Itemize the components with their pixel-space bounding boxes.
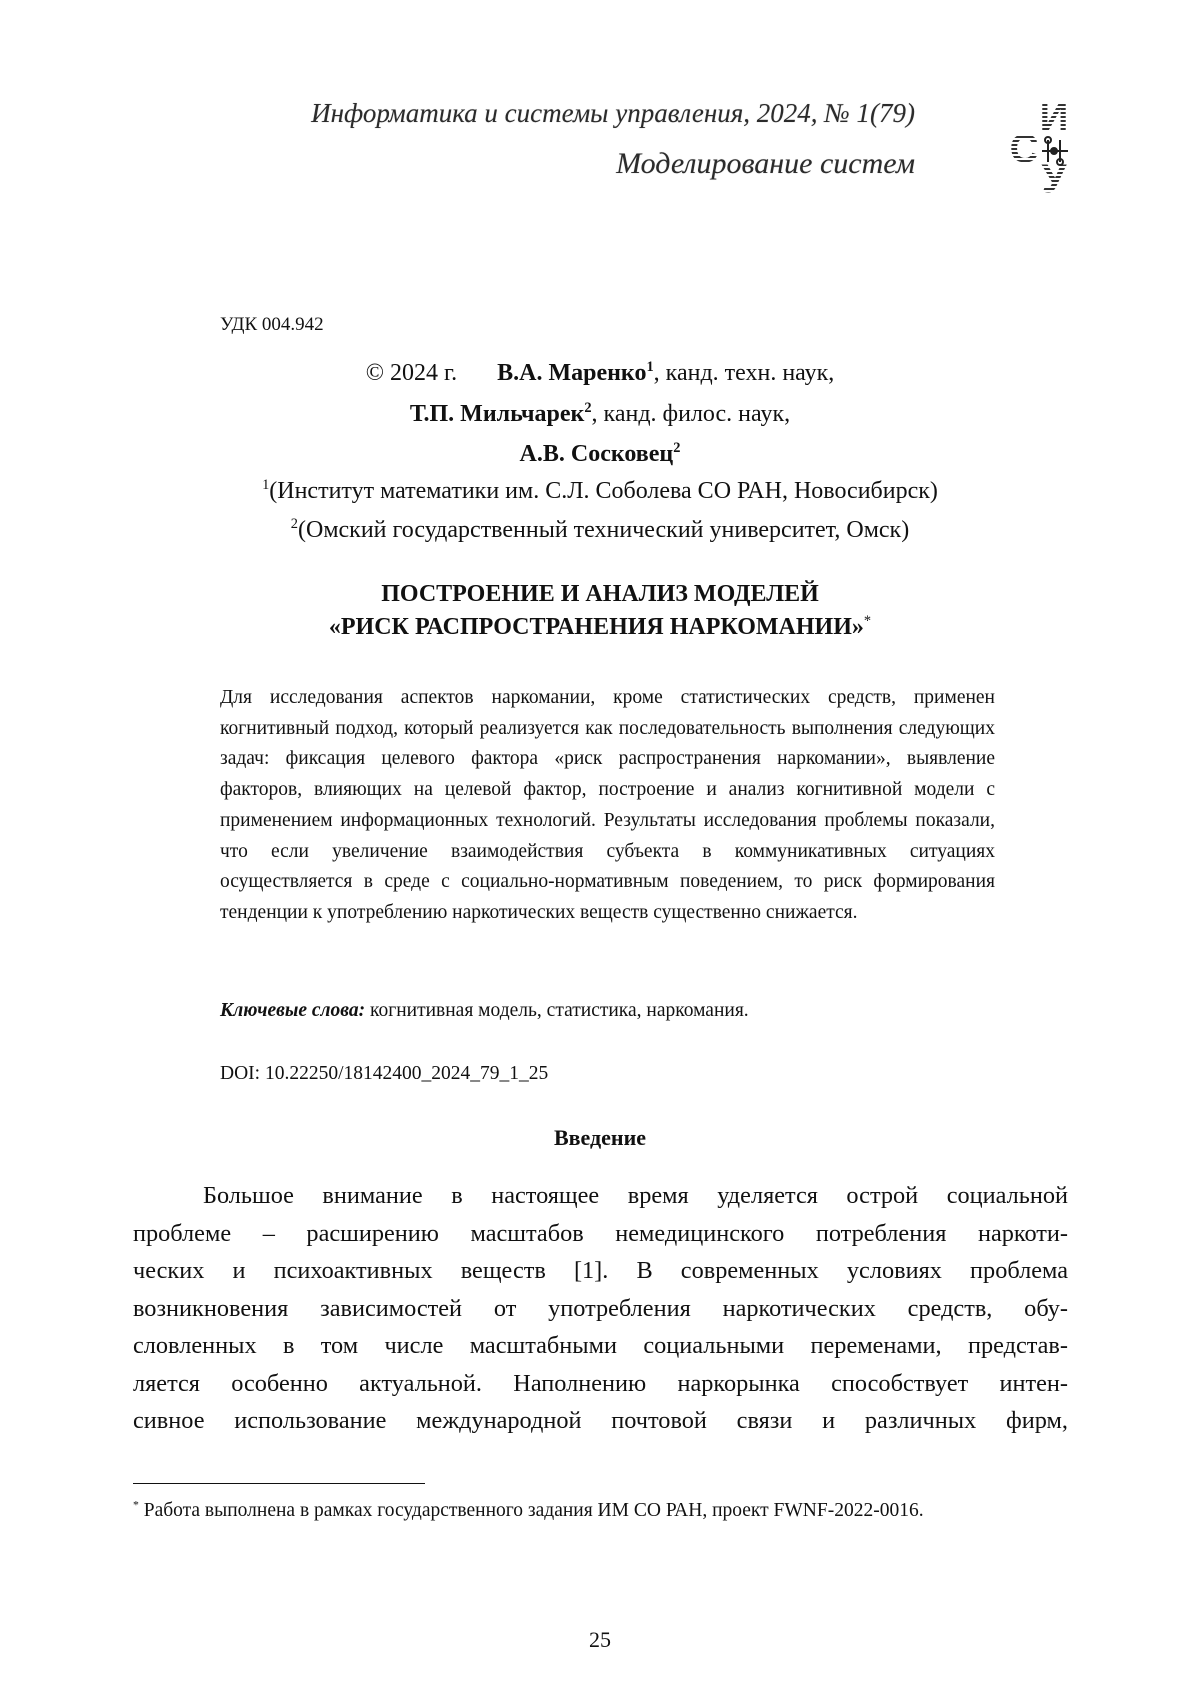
journal-title: Информатика и системы управления, 2024, № 1(79) xyxy=(311,98,915,128)
body-line: словленных в том числе масштабными социальными переменами, представ- xyxy=(133,1332,1068,1359)
author-1-sup: 1 xyxy=(646,359,654,375)
udk-code: УДК 004.942 xyxy=(220,314,324,335)
author-2-name: Т.П. Мильчарек xyxy=(409,401,585,427)
keywords xyxy=(220,1000,749,1022)
paper-title-line-1: ПОСТРОЕНИЕ И АНАЛИЗ МОДЕЛЕЙ xyxy=(381,581,819,607)
affiliation-2 xyxy=(0,517,1200,544)
author-line-1 xyxy=(0,360,1200,387)
body-line: проблеме – расширению масштабов немедицинского потребления наркоти- xyxy=(133,1219,1068,1247)
affiliation-1 xyxy=(0,478,1200,505)
svg-text:У: У xyxy=(1041,157,1067,194)
intro-body xyxy=(133,1177,1068,1440)
body-line: сивное использование международной почтовой связи и различных фирм, xyxy=(133,1407,1068,1434)
body-line: ляется особенно актуальной. Наполнению наркорынка способствует интен- xyxy=(133,1369,1068,1397)
keywords-label: Ключевые слова: xyxy=(220,1000,366,1021)
section-heading: Введение xyxy=(553,1125,647,1150)
body-line: Большое внимание в настоящее время уделяется острой социальной xyxy=(203,1182,1068,1209)
author-3-sup: 2 xyxy=(673,440,681,456)
svg-text:С: С xyxy=(1010,127,1039,171)
title-footnote-mark: * xyxy=(863,613,872,629)
keywords-value: когнитивная модель, статистика, наркомания. xyxy=(365,1000,749,1021)
paper-title-line-2 xyxy=(0,614,1200,641)
svg-text:И: И xyxy=(1039,96,1069,139)
affiliation-2-text: (Омский государственный технический университет, Омск) xyxy=(298,517,910,543)
author-1-name: В.А. Маренко xyxy=(497,360,647,386)
footnote xyxy=(133,1497,1073,1524)
author-2-sup: 2 xyxy=(584,400,592,416)
affiliation-2-sup: 2 xyxy=(290,516,298,532)
copyright: © 2024 г. xyxy=(365,360,458,386)
page-number: 25 xyxy=(589,1627,611,1652)
author-line-3 xyxy=(0,441,1200,468)
footnote-divider xyxy=(133,1483,425,1484)
body-line: ческих и психоактивных веществ [1]. В современных условиях проблема xyxy=(133,1257,1068,1284)
author-3-name: А.В. Сосковец xyxy=(519,441,674,467)
abstract: Для исследования аспектов наркомании, кроме статистических средств, применен когнитивный подход, который реализуется как последовательность выполнения следующих задач: фиксация целевого фактора «риск распространения наркомании», выявление факторов, влияющих на целевой фактор, построение и анализ когнитивной модели с применением информационных технологий. Результаты исследования проблемы показали, что если увеличение взаимодействия субъекта в коммуникативных ситуациях осуществляется в среде с социально-нормативным поведением, то риск формирования тенденции к употреблению наркотических веществ существенно снижается. xyxy=(220,687,995,923)
affiliation-1-sup: 1 xyxy=(262,477,270,493)
author-line-2 xyxy=(0,401,1200,428)
section-title: Моделирование систем xyxy=(616,147,915,180)
footnote-mark: * xyxy=(133,1498,139,1512)
author-1-degree: , канд. техн. наук, xyxy=(653,360,835,386)
paper-title-line-2-text: «РИСК РАСПРОСТРАНЕНИЯ НАРКОМАНИИ» xyxy=(328,614,864,640)
doi: DOI: 10.22250/18142400_2024_79_1_25 xyxy=(220,1063,549,1084)
footnote-text: Работа выполнена в рамках государственного задания ИМ СО РАН, проект FWNF-2022-0016. xyxy=(138,1500,924,1521)
affiliation-1-text: (Институт математики им. С.Л. Соболева СО РАН, Новосибирск) xyxy=(269,478,938,504)
journal-logo xyxy=(1010,96,1088,194)
author-2-degree: , канд. филос. наук, xyxy=(591,401,791,427)
body-line: возникновения зависимостей от употребления наркотических средств, обу- xyxy=(133,1294,1068,1322)
